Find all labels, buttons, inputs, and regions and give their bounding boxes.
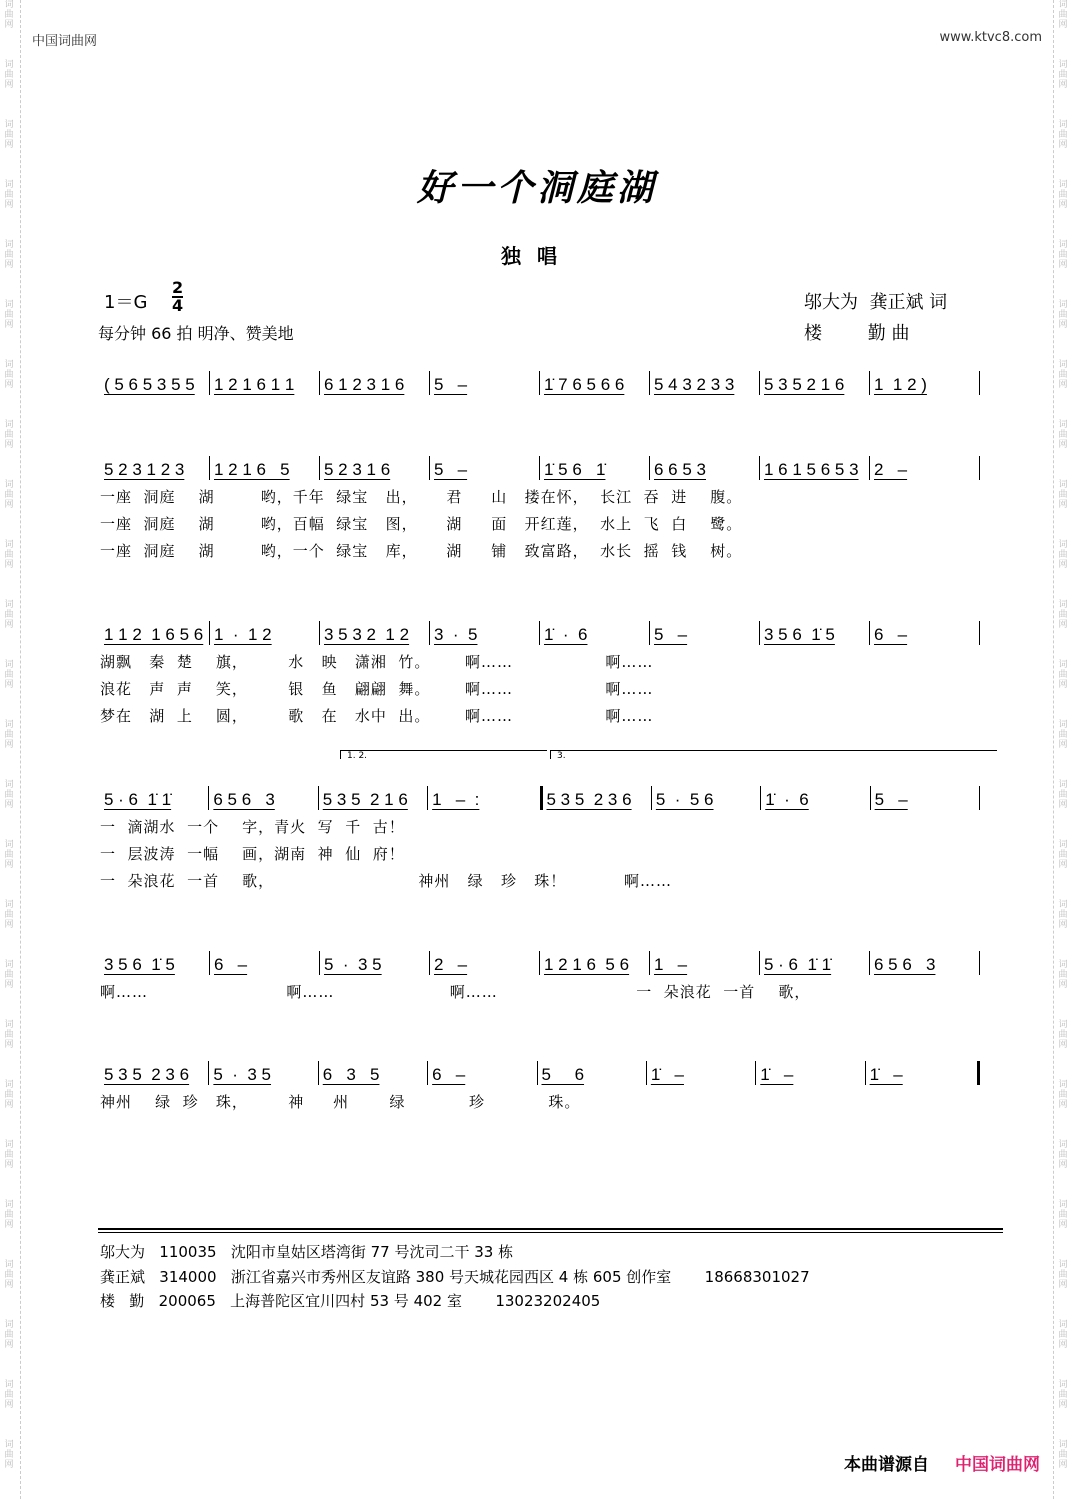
watermark-text: 词 曲 网 <box>4 1020 14 1050</box>
measure: 5 · 6 1̇ 1̇ <box>764 955 832 974</box>
score-system <box>100 1055 980 1116</box>
contact-line: 龚正斌 314000 浙江省嘉兴市秀州区友谊路 380 号天城花园西区 4 栋 605 创作室 18668301027 <box>100 1268 810 1286</box>
measure: 1̇ – <box>869 1065 903 1084</box>
song-title: 好一个洞庭湖 <box>416 167 657 209</box>
watermark-text: 词 曲 网 <box>1058 1200 1068 1230</box>
watermark-text: 词 曲 网 <box>4 720 14 750</box>
watermark-text: 词 曲 网 <box>1058 720 1068 750</box>
measure: 2 – <box>434 955 468 974</box>
measure: 5 6 <box>541 1065 585 1084</box>
watermark-text: 词 曲 网 <box>4 420 14 450</box>
lyric-verse-1: 湖飘 秦 楚 旗， 水 映 潇湘 竹。 啊…… 啊…… <box>100 653 654 671</box>
watermark-text: 词 曲 网 <box>1058 1380 1068 1410</box>
measure: 6 – <box>432 1065 466 1084</box>
watermark-text: 词 曲 网 <box>4 780 14 810</box>
watermark-text: 词 曲 网 <box>1058 1440 1068 1470</box>
watermark-text: 词 曲 网 <box>1058 1080 1068 1110</box>
measure: 1 2 1 6 5 6 <box>544 955 630 974</box>
watermark-text: 词 曲 网 <box>4 540 14 570</box>
measure: 1 1 2 ) <box>874 375 927 394</box>
measure: 3 5 3 2 1 2 <box>324 625 410 644</box>
lyric-verse-1: 一座 洞庭 湖 哟，千年 绿宝 出， 君 山 搂在怀， 长江 吞 进 腹。 <box>100 488 743 506</box>
site-watermark-right: www.ktvc8.com <box>939 30 1042 45</box>
watermark-text: 词 曲 网 <box>4 0 14 30</box>
lyric-verse-2: 浪花 声 声 笑， 银 鱼 翩翩 舞。 啊…… 啊…… <box>100 680 654 698</box>
measure: 5 4 3 2 3 3 <box>654 375 735 394</box>
right-margin-watermark <box>1053 0 1074 1499</box>
bar-line <box>979 951 980 975</box>
measure: 5 · 3 5 <box>213 1065 272 1084</box>
tempo-marking: 每分钟 66 拍 明净、赞美地 <box>98 324 294 343</box>
measure: 5 3 5 2 3 6 <box>104 1065 190 1084</box>
watermark-text: 词 曲 网 <box>4 1440 14 1470</box>
watermark-text: 词 曲 网 <box>4 660 14 690</box>
time-signature-bottom: 4 <box>172 296 184 315</box>
watermark-text: 词 曲 网 <box>1058 780 1068 810</box>
notation-line <box>100 450 980 480</box>
measure: 5 3 5 2 3 6 <box>546 790 632 809</box>
watermark-text: 词 曲 网 <box>1058 1260 1068 1290</box>
song-subtitle: 独唱 <box>501 244 573 268</box>
measure: 1̇ · 6 <box>765 790 809 809</box>
notation-line <box>100 615 980 645</box>
watermark-text: 词 曲 网 <box>4 960 14 990</box>
volta-bracket: 1. 2. <box>340 750 547 759</box>
measure: 5 – <box>874 790 908 809</box>
watermark-text: 词 曲 网 <box>1058 0 1068 30</box>
score-system <box>100 945 980 1006</box>
lyricist-credit: 邬大为 龚正斌 词 <box>804 292 948 313</box>
watermark-text: 词 曲 网 <box>4 180 14 210</box>
measure: 1 · 1 2 <box>214 625 272 644</box>
notation-line <box>100 780 980 810</box>
lyric-verse-3: 一座 洞庭 湖 哟，一个 绿宝 库， 湖 铺 致富路， 水长 摇 钱 树。 <box>100 542 743 560</box>
watermark-text: 词 曲 网 <box>1058 1020 1068 1050</box>
watermark-text: 词 曲 网 <box>1058 480 1068 510</box>
measure: 3 · 5 <box>434 625 478 644</box>
measure: 6 6 5 3 <box>654 460 706 479</box>
measure: 6 5 6 3 <box>213 790 275 809</box>
watermark-text: 词 曲 网 <box>4 300 14 330</box>
measure: 3 5 6 1̇ 5 <box>764 625 835 644</box>
watermark-text: 词 曲 网 <box>4 60 14 90</box>
left-margin-watermark <box>0 0 21 1499</box>
watermark-text: 词 曲 网 <box>4 840 14 870</box>
measure: 5 – <box>434 375 468 394</box>
bar-line <box>979 786 980 810</box>
watermark-text: 词 曲 网 <box>1058 1320 1068 1350</box>
watermark-text: 词 曲 网 <box>1058 840 1068 870</box>
measure: 1 1 2 1 6 5 6 <box>104 625 204 644</box>
measure: 5 3 5 2 1 6 <box>764 375 845 394</box>
watermark-text: 词 曲 网 <box>4 1140 14 1170</box>
score-system <box>100 450 980 565</box>
source-site-link[interactable]: 中国词曲网 <box>955 1455 1040 1475</box>
watermark-text: 词 曲 网 <box>4 120 14 150</box>
measure: 5 2 3 1 6 <box>324 460 391 479</box>
watermark-text: 词 曲 网 <box>4 1380 14 1410</box>
footer-divider <box>98 1228 1003 1233</box>
measure: 5 · 5 6 <box>655 790 714 809</box>
watermark-text: 词 曲 网 <box>1058 540 1068 570</box>
measure: 1̇ · 6 <box>544 625 588 644</box>
contact-line: 楼 勤 200065 上海普陀区宜川四村 53 号 402 室 13023202405 <box>100 1292 601 1310</box>
lyric-verse-1: 神州 绿 珍 珠， 神 州 绿 珍 珠。 <box>100 1093 581 1111</box>
measure: 1 – : <box>432 790 480 809</box>
measure: 1̇ – <box>650 1065 684 1084</box>
measure: 2 – <box>874 460 908 479</box>
measure: 1 2 1 6 5 <box>214 460 290 479</box>
bar-line <box>979 621 980 645</box>
lyric-verse-1: 啊…… 啊…… 啊…… 一 朵浪花 一首 歌， <box>100 983 811 1001</box>
score-system <box>100 365 980 399</box>
measure: 1 2 1 6 1 1 <box>214 375 295 394</box>
measure: 5 · 3 5 <box>324 955 382 974</box>
time-signature-top: 2 <box>172 278 184 297</box>
lyric-verse-3: 梦在 湖 上 圆， 歌 在 水中 出。 啊…… 啊…… <box>100 707 654 725</box>
watermark-text: 词 曲 网 <box>4 1260 14 1290</box>
measure: 1̇ 7 6 5 6 6 <box>544 375 625 394</box>
notation-line <box>100 365 980 395</box>
watermark-text: 词 曲 网 <box>4 480 14 510</box>
watermark-text: 词 曲 网 <box>1058 600 1068 630</box>
watermark-text: 词 曲 网 <box>1058 1140 1068 1170</box>
lyric-verse-3: 一 朵浪花 一首 歌， 神州 绿 珍 珠！ 啊…… <box>100 872 672 890</box>
measure: 1̇ – <box>760 1065 794 1084</box>
measure: 5 – <box>434 460 468 479</box>
watermark-text: 词 曲 网 <box>1058 180 1068 210</box>
measure: 6 – <box>214 955 248 974</box>
watermark-text: 词 曲 网 <box>1058 660 1068 690</box>
watermark-text: 词 曲 网 <box>1058 360 1068 390</box>
notation-line <box>100 1055 980 1085</box>
measure: 1̇ 5 6 1̇ <box>544 460 606 479</box>
score-system <box>100 615 980 730</box>
watermark-text: 词 曲 网 <box>1058 60 1068 90</box>
watermark-text: 词 曲 网 <box>4 1080 14 1110</box>
measure: 6 5 6 3 <box>874 955 936 974</box>
bar-line <box>977 1061 980 1085</box>
measure: 5 – <box>654 625 688 644</box>
watermark-text: 词 曲 网 <box>4 600 14 630</box>
contact-line: 邬大为 110035 沈阳市皇姑区塔湾街 77 号沈司二干 33 栋 <box>100 1243 514 1261</box>
key-signature: 1＝G <box>104 292 148 313</box>
measure: ( 5 6 5 3 5 5 <box>104 375 195 394</box>
bar-line <box>979 371 980 395</box>
watermark-text: 词 曲 网 <box>1058 900 1068 930</box>
watermark-text: 词 曲 网 <box>4 1200 14 1230</box>
measure: 6 3 5 <box>322 1065 380 1084</box>
watermark-text: 词 曲 网 <box>1058 240 1068 270</box>
lyric-verse-2: 一 层波涛 一幅 画，湖南 神 仙 府！ <box>100 845 405 863</box>
score-system <box>100 751 980 895</box>
measure: 5 · 6 1̇ 1̇ <box>104 790 172 809</box>
composer-credit: 楼 勤 曲 <box>804 323 910 344</box>
bar-line <box>979 456 980 480</box>
measure: 3 5 6 1̇ 5 <box>104 955 175 974</box>
watermark-text: 词 曲 网 <box>1058 420 1068 450</box>
measure: 5 2 3 1 2 3 <box>104 460 185 479</box>
lyric-verse-2: 一座 洞庭 湖 哟，百幅 绿宝 图， 湖 面 开红莲， 水上 飞 白 鹭。 <box>100 515 743 533</box>
watermark-text: 词 曲 网 <box>1058 960 1068 990</box>
watermark-text: 词 曲 网 <box>1058 300 1068 330</box>
watermark-text: 词 曲 网 <box>4 1320 14 1350</box>
watermark-text: 词 曲 网 <box>4 360 14 390</box>
measure: 1 6 1 5 6 5 3 <box>764 460 859 479</box>
measure: 6 1 2 3 1 6 <box>324 375 405 394</box>
measure: 5 3 5 2 1 6 <box>322 790 408 809</box>
measure: 6 – <box>874 625 908 644</box>
watermark-text: 词 曲 网 <box>1058 120 1068 150</box>
site-watermark-left: 中国词曲网 <box>32 34 98 49</box>
lyric-verse-1: 一 滴湖水 一个 字，青火 写 千 古！ <box>100 818 405 836</box>
measure: 1 – <box>654 955 688 974</box>
volta-bracket: 3. <box>550 750 997 759</box>
source-label: 本曲谱源自 <box>844 1455 929 1475</box>
watermark-text: 词 曲 网 <box>4 900 14 930</box>
time-signature <box>172 280 183 314</box>
watermark-text: 词 曲 网 <box>4 240 14 270</box>
notation-line <box>100 945 980 975</box>
